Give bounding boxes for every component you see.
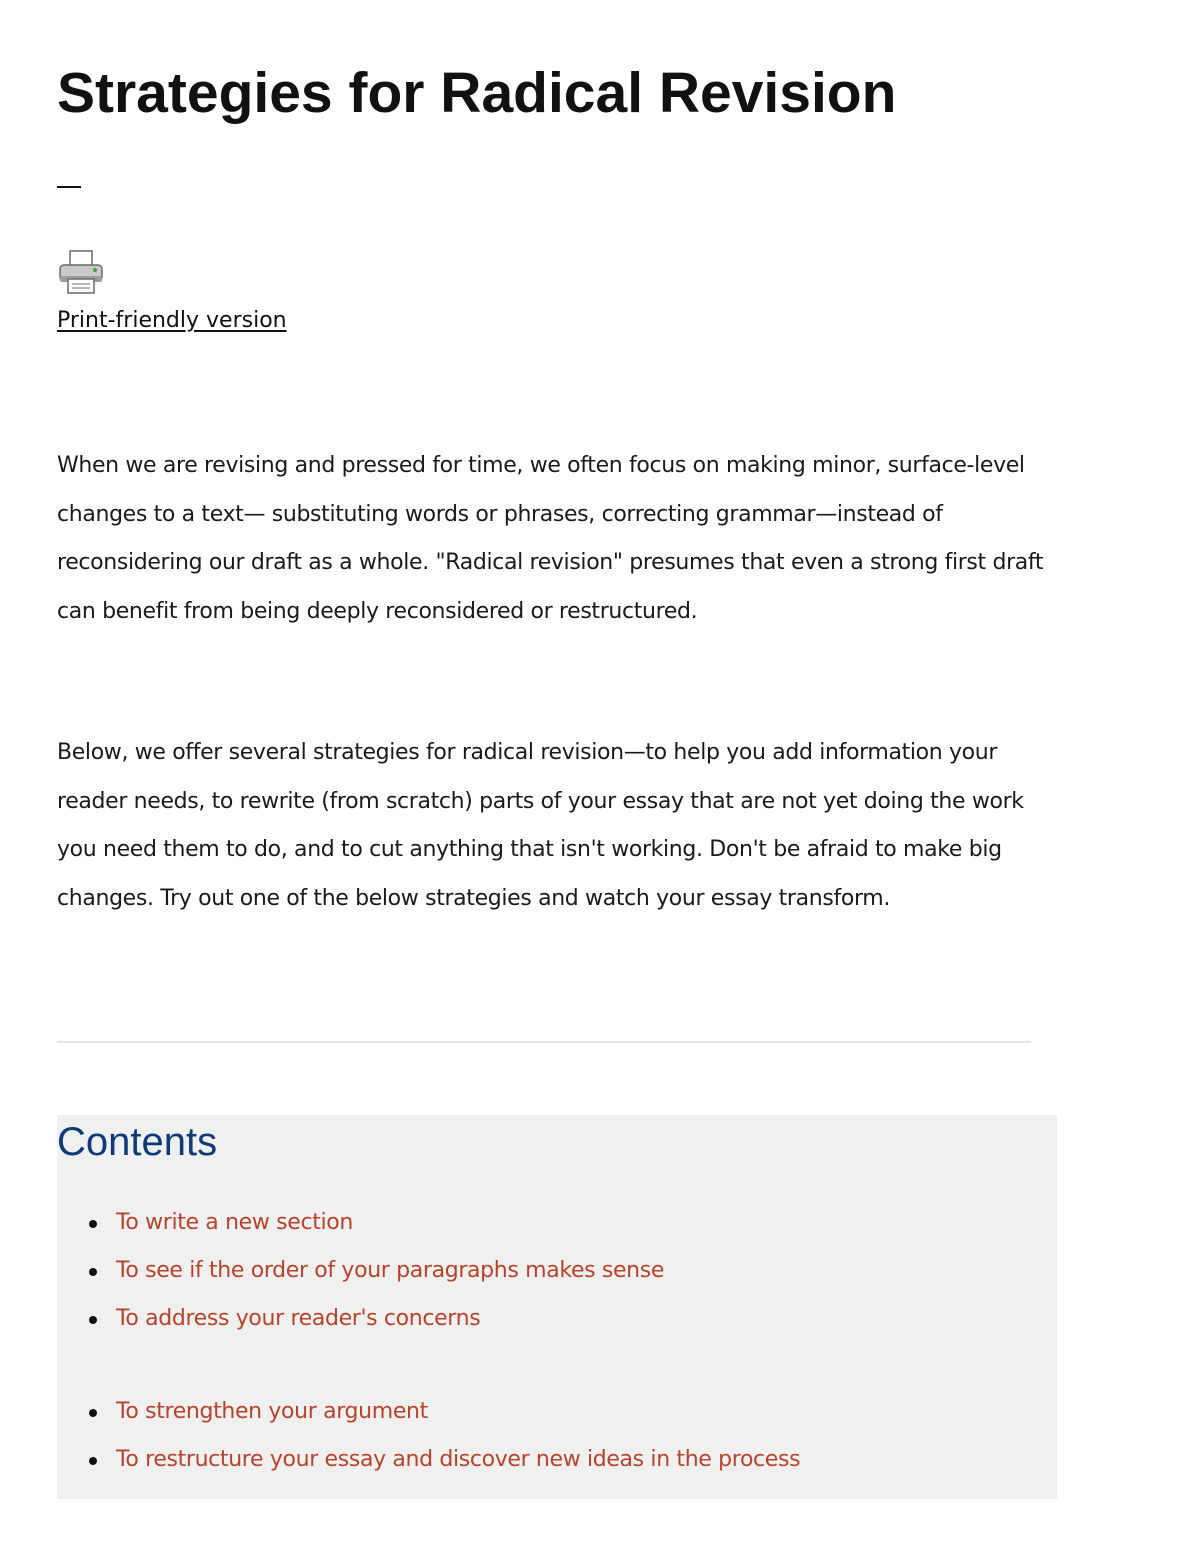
printer-icon[interactable] bbox=[57, 248, 105, 296]
print-friendly-link[interactable]: Print-friendly version bbox=[57, 308, 287, 333]
contents-link-reader-concerns[interactable]: To address your reader's concerns bbox=[116, 1306, 481, 1331]
intro-paragraph: When we are revising and pressed for time, we often focus on making minor, surface-level changes to a text— substituting words or phrases, correcting grammar—instead of reconsidering our draft as a whole. "Radical revision" presumes that even a strong first draft can benefit from being deeply reconsidered or restructured. bbox=[57, 453, 1044, 624]
title-dash bbox=[57, 186, 81, 188]
contents-link-strengthen-argument[interactable]: To strengthen your argument bbox=[116, 1399, 428, 1424]
contents-link-paragraph-order[interactable]: To see if the order of your paragraphs makes sense bbox=[116, 1258, 665, 1283]
bullet-icon bbox=[89, 1457, 97, 1465]
strategies-paragraph: Below, we offer several strategies for radical revision—to help you add information your reader needs, to rewrite (from scratch) parts of your essay that are not yet doing the work you need them to do, and to cut anything that isn't working. Don't be afraid to make big changes. Try out one of the below strategies and watch your essay transform. bbox=[57, 740, 1024, 911]
bullet-icon bbox=[89, 1220, 97, 1228]
contents-heading: Contents bbox=[57, 1120, 218, 1164]
section-divider bbox=[57, 1041, 1031, 1043]
bullet-icon bbox=[89, 1316, 97, 1324]
page-title: Strategies for Radical Revision bbox=[57, 61, 897, 125]
contents-link-restructure-essay[interactable]: To restructure your essay and discover new ideas in the process bbox=[116, 1447, 801, 1472]
bullet-icon bbox=[89, 1409, 97, 1417]
bullet-icon bbox=[89, 1268, 97, 1276]
contents-link-new-section[interactable]: To write a new section bbox=[116, 1210, 353, 1235]
